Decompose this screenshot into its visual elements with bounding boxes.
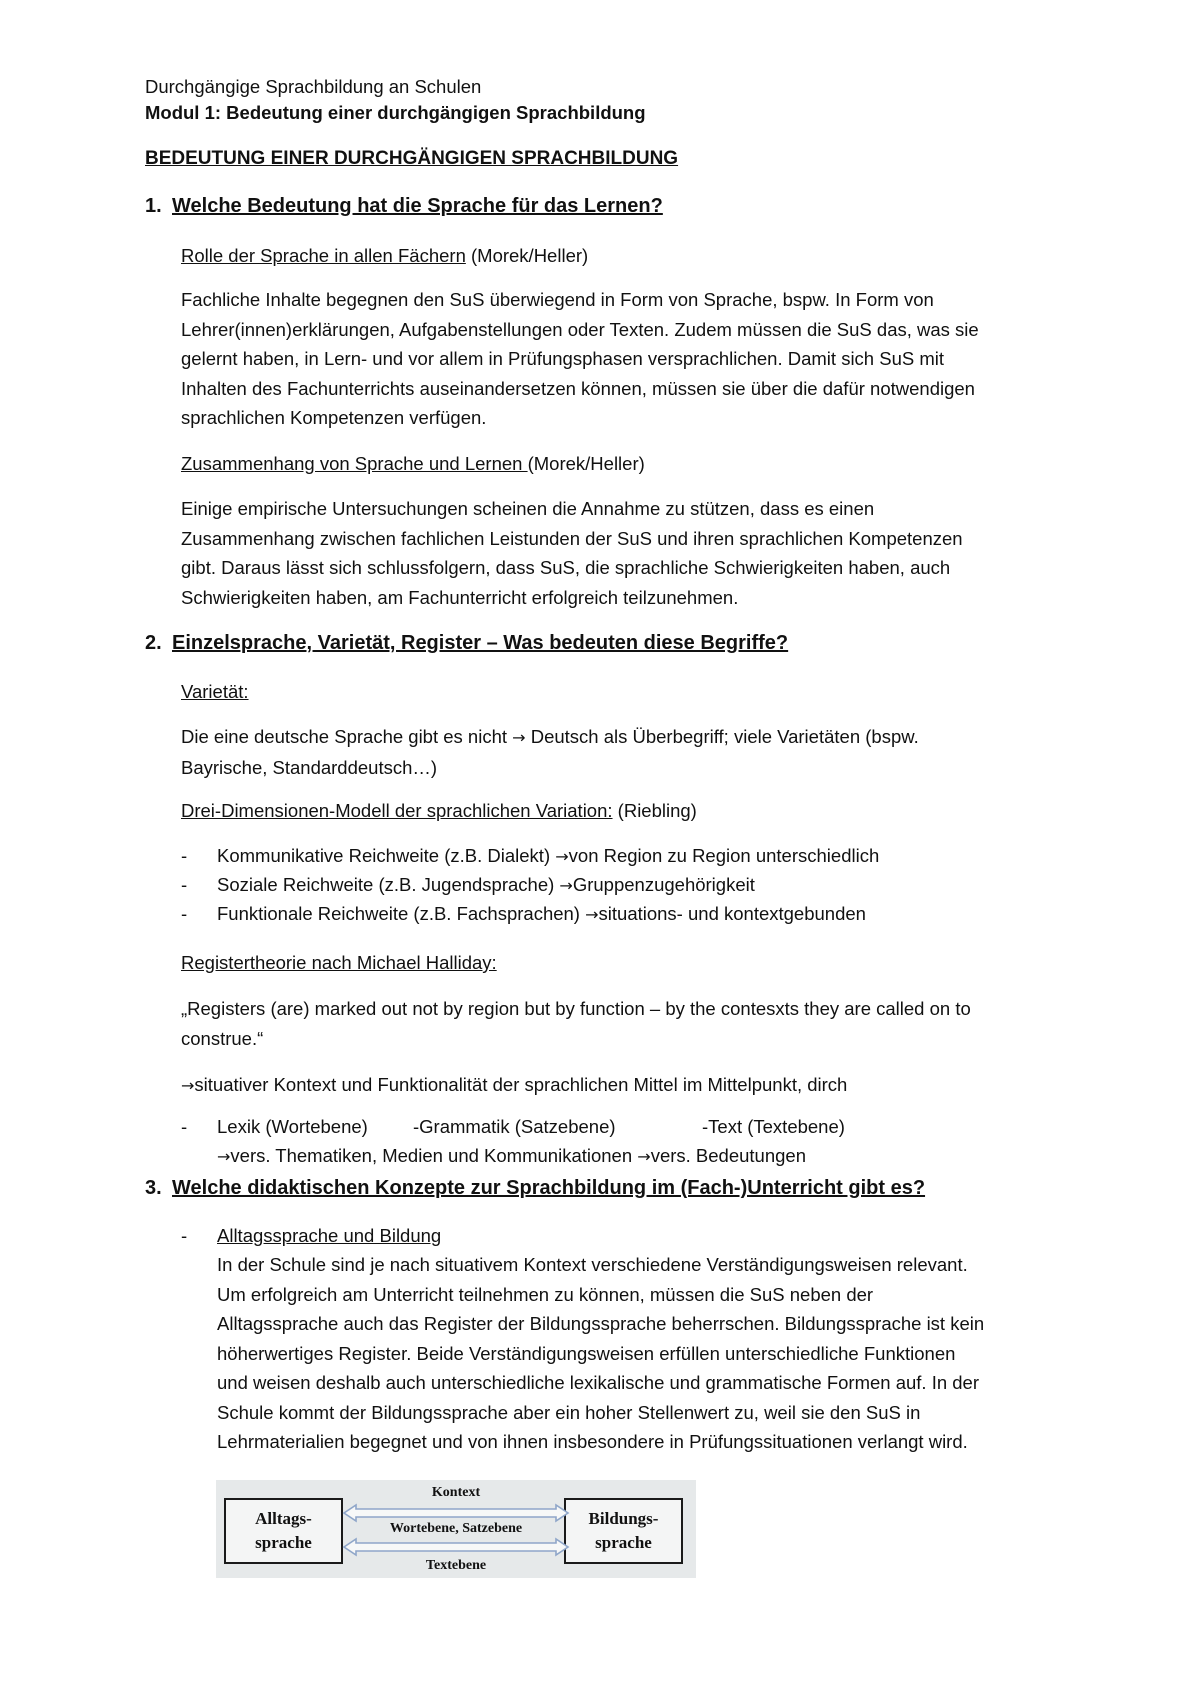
text-run: vers. Thematiken, Medien und Kommunikationen: [230, 1145, 638, 1166]
section-3-title: Welche didaktischen Konzepte zur Sprachbildung im (Fach-)Unterricht gibt es?: [172, 1177, 926, 1199]
subheading-rolle: [181, 245, 588, 267]
level-lexik: Lexik (Wortebene): [217, 1116, 368, 1137]
paragraph-line: und weisen deshalb auch unterschiedliche lexikalische und grammatische Formen auf. In der: [217, 1372, 980, 1393]
arrow-right-icon: →: [559, 876, 573, 895]
paragraph-line: Schule kommt der Bildungssprache aber ein hoher Stellenwert zu, weil sie den SuS in: [217, 1401, 921, 1423]
paragraph-line: Lehrer(innen)erklärungen, Aufgabenstellungen oder Texten. Zudem müssen die SuS das, was sie: [181, 318, 979, 340]
arrow-right-icon: →: [512, 728, 526, 747]
section-2-heading: [145, 632, 788, 655]
arrow-right-icon: →: [555, 847, 569, 866]
register-diagram: [216, 1480, 696, 1578]
box-label: Bildungs-: [588, 1509, 659, 1528]
text-run: Deutsch als Überbegriff; viele Varietäten (bspw.: [525, 726, 919, 747]
double-arrow-icon: [344, 1539, 568, 1555]
text-run: Gruppenzugehörigkeit: [572, 874, 755, 895]
paragraph-zusammenhang: [181, 494, 1061, 612]
paragraph-line: Inhalten des Fachunterrichts auseinandersetzen können, müssen sie über die dafür notwendigen: [181, 377, 975, 399]
paragraph-line: gibt. Daraus lässt sich schlussfolgern, dass SuS, die sprachliche Schwierigkeiten haben, auch: [181, 557, 951, 578]
list-item: [181, 845, 879, 867]
levels-note: [217, 1145, 806, 1167]
list-item: [181, 874, 755, 896]
subheading-registertheorie: [181, 952, 497, 974]
paragraph-line: Um erfolgreich am Unterricht teilnehmen zu können, müssen die SuS neben der: [217, 1283, 874, 1305]
box-label: sprache: [595, 1533, 652, 1552]
double-arrow-icon: [344, 1505, 568, 1521]
text-run: Kommunikative Reichweite (z.B. Dialekt): [217, 845, 556, 866]
subheading-rolle-source: (Morek/Heller): [465, 245, 589, 266]
list-item-levels: [181, 1116, 845, 1138]
text-run: vers. Bedeutungen: [650, 1145, 806, 1166]
arrow-right-icon: →: [181, 1076, 195, 1095]
label-kontext: Kontext: [431, 1485, 481, 1500]
section-3-heading: [145, 1177, 925, 1200]
quote-halliday: [181, 994, 1061, 1053]
box-label: Alltags-: [255, 1509, 312, 1528]
subheading-registertheorie-underlined: Registertheorie nach Michael Halliday:: [181, 952, 497, 973]
text-run: Die eine deutsche Sprache gibt es nicht: [181, 726, 513, 747]
paragraph-line: gelernt haben, in Lern- und vor allem in Prüfungsphasen versprachlichen. Damit sich SuS mit: [181, 348, 945, 369]
level-grammatik: -Grammatik (Satzebene): [413, 1116, 616, 1137]
list-item: [181, 903, 866, 925]
arrow-right-icon: →: [637, 1147, 651, 1166]
paragraph-line: Bayrische, Standarddeutsch…): [181, 756, 438, 778]
section-1-title: Welche Bedeutung hat die Sprache für das Lernen?: [172, 195, 663, 217]
subheading-rolle-underlined: Rolle der Sprache in allen Fächern: [181, 245, 466, 266]
box-label: sprache: [255, 1533, 312, 1552]
list-dash: -: [181, 874, 188, 895]
course-title: Durchgängige Sprachbildung an Schulen: [145, 76, 482, 97]
label-textebene: Textebene: [425, 1558, 487, 1573]
section-3-number: 3.: [145, 1177, 162, 1199]
quote-line: construe.“: [181, 1027, 264, 1049]
subheading-drei-dimensionen: [181, 800, 697, 822]
section-2-number: 2.: [145, 632, 162, 654]
text-run: situations- und kontextgebunden: [598, 903, 866, 924]
list-dash: -: [181, 845, 188, 866]
subheading-zusammenhang-underlined: Zusammenhang von Sprache und Lernen: [181, 453, 528, 474]
paragraph-line: Schwierigkeiten haben, am Fachunterricht erfolgreich teilzunehmen.: [181, 586, 739, 608]
paragraph-line: Einige empirische Untersuchungen scheinen die Annahme zu stützen, dass es einen: [181, 498, 875, 519]
subheading-drei-dimensionen-underlined: Drei-Dimensionen-Modell der sprachlichen Variation:: [181, 800, 613, 821]
paragraph-line: [181, 1070, 1061, 1101]
paragraph-line: Zusammenhang zwischen fachlichen Leistunden der SuS und ihren sprachlichen Kompetenzen: [181, 527, 963, 549]
level-text: -Text (Textebene): [702, 1116, 845, 1137]
document-title: BEDEUTUNG EINER DURCHGÄNGIGEN SPRACHBILDUNG: [145, 148, 679, 169]
paragraph-line: sprachlichen Kompetenzen verfügen.: [181, 407, 487, 428]
arrow-right-icon: →: [585, 905, 599, 924]
subheading-drei-dimensionen-source: (Riebling): [612, 800, 697, 821]
paragraph-line: [181, 722, 1061, 753]
arrow-right-icon: →: [217, 1147, 231, 1166]
module-title: Modul 1: Bedeutung einer durchgängigen Sprachbildung: [145, 102, 646, 123]
section-1-number: 1.: [145, 195, 162, 217]
paragraph-alltagssprache: [217, 1250, 1077, 1457]
paragraph-line: Fachliche Inhalte begegnen den SuS überwiegend in Form von Sprache, bspw. In Form von: [181, 289, 934, 310]
subheading-zusammenhang-source: (Morek/Heller): [527, 453, 645, 474]
item-heading: Alltagssprache und Bildung: [217, 1225, 442, 1246]
list-dash: -: [181, 903, 188, 924]
text-run: Soziale Reichweite (z.B. Jugendsprache): [217, 874, 560, 895]
paragraph-line: In der Schule sind je nach situativem Kontext verschiedene Verständigungsweisen relevant.: [217, 1254, 968, 1275]
label-wortebene-satzebene: Wortebene, Satzebene: [389, 1521, 523, 1536]
text-run: Funktionale Reichweite (z.B. Fachsprachen): [217, 903, 586, 924]
section-1-heading: [145, 195, 663, 218]
section-2-title: Einzelsprache, Varietät, Register – Was bedeuten diese Begriffe?: [172, 632, 789, 654]
subheading-zusammenhang: [181, 453, 645, 475]
quote-line: „Registers (are) marked out not by region but by function – by the contesxts they are called on to: [181, 998, 971, 1019]
subheading-varietaet-underlined: Varietät:: [181, 681, 249, 702]
paragraph-line: Lehrmaterialien begegnet und von ihnen insbesondere in Prüfungssituationen verlangt wird.: [217, 1431, 968, 1452]
subheading-varietaet: [181, 681, 249, 703]
paragraph-varietaet: [181, 722, 1061, 782]
paragraph-line: höherwertiges Register. Beide Verständigungsweisen erfüllen unterschiedliche Funktionen: [217, 1342, 956, 1364]
list-dash: -: [181, 1116, 188, 1137]
paragraph-line: Alltagssprache auch das Register der Bildungssprache beherrschen. Bildungssprache ist kein: [217, 1313, 985, 1334]
list-dash: -: [181, 1225, 188, 1246]
list-item-alltagssprache: [181, 1225, 441, 1247]
text-run: von Region zu Region unterschiedlich: [568, 845, 880, 866]
paragraph-note: [181, 1070, 1061, 1101]
text-run: situativer Kontext und Funktionalität der sprachlichen Mittel im Mittelpunkt, dirch: [194, 1074, 848, 1095]
paragraph-rolle: [181, 285, 1061, 433]
